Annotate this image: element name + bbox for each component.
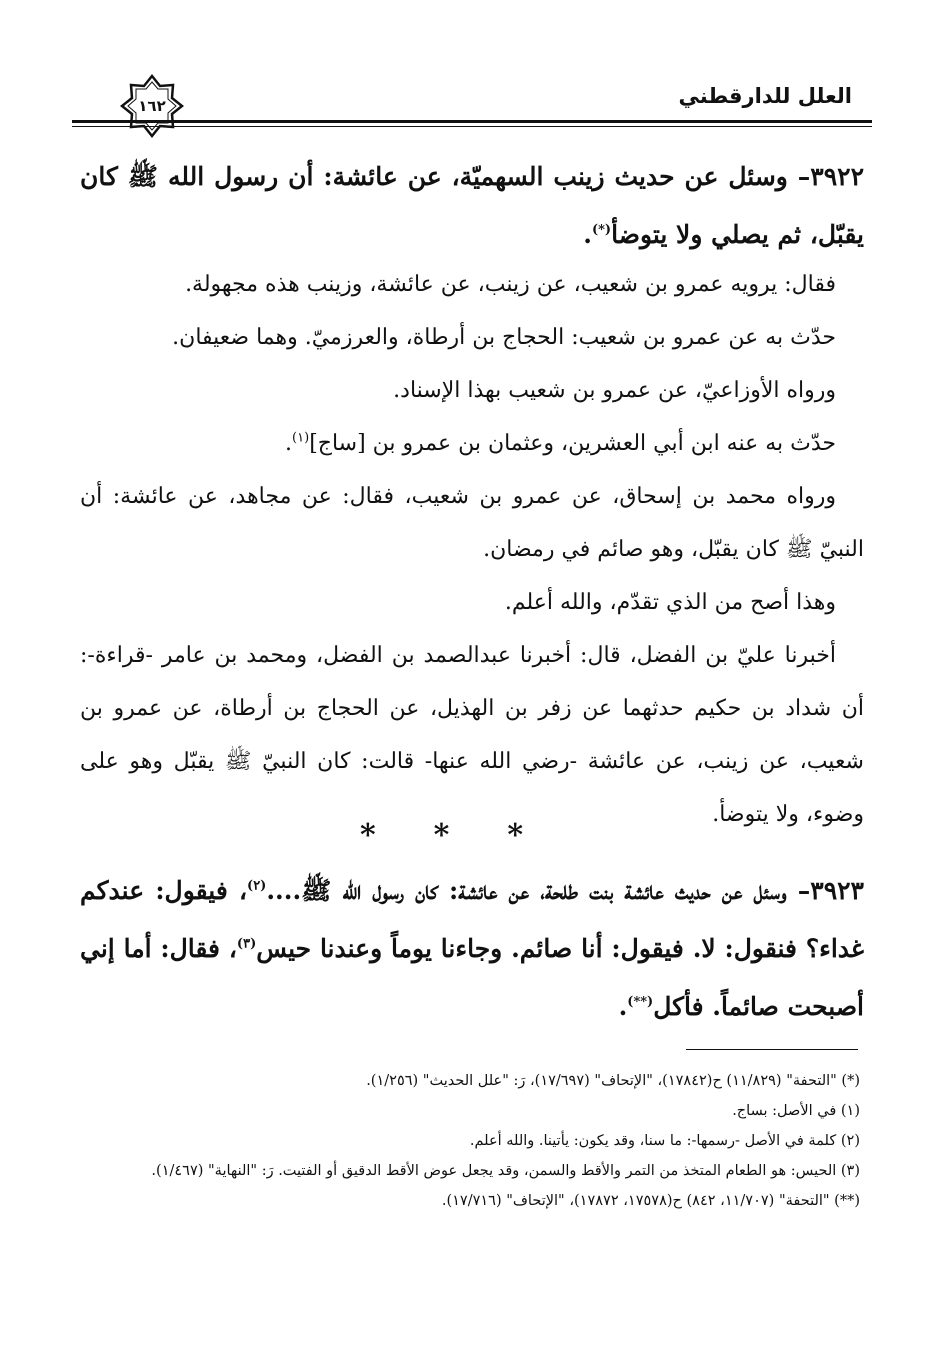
- paragraph: أخبرنا عليّ بن الفضل، قال: أخبرنا عبدالصمد بن الفضل، ومحمد بن عامر -قراءة-: أن شداد بن حكيم حدثهما عن زفر بن الهذيل، عن الحجاج بن أرطاة، عن عمرو بن شعيب، عن زينب، عن عائشة -رضي الله عنها- قالت: كان النبيّ ﷺ يقبّل وهو على وضوء، ولا يتوضأ.: [80, 643, 864, 827]
- footnote-marker: (١): [292, 430, 310, 446]
- footnote: (١) في الأصل: بساج.: [732, 1103, 860, 1119]
- footnote: (٢) كلمة في الأصل -رسمها-: ما سنا، وقد يكون: يأتينا. والله أعلم.: [469, 1133, 860, 1149]
- separator-star: *: [359, 818, 434, 853]
- running-title: العلل للدارقطني: [678, 84, 852, 108]
- entry-number: ٣٩٢٢: [810, 162, 864, 191]
- header-rule-thin: [72, 126, 872, 127]
- entry-3922-body: [80, 258, 864, 841]
- paragraph: وهذا أصح من الذي تقدّم، والله أعلم.: [504, 590, 836, 615]
- entry-question: – وسئل عن حديث زينب السهميّة، عن عائشة: أن رسول الله ﷺ كان يقبّل، ثم يصلي ولا يتوضأ: [80, 162, 864, 249]
- footnote-marker: (٢): [247, 878, 267, 894]
- entry-number: ٣٩٢٣: [810, 876, 864, 905]
- footnote-marker: (**): [627, 994, 654, 1010]
- footnote: (**) "التحفة" (١١/٧٠٧، ٨٤٢) ح(١٧٥٧٨، ١٧٨٧٢)، "الإتحاف" (١٧/٧١٦).: [441, 1193, 860, 1209]
- footnotes: [120, 1066, 860, 1216]
- separator-star: *: [433, 818, 508, 853]
- paragraph: حدّث به عنه ابن أبي العشرين، وعثمان بن عمرو بن [ساج]$^{(١)}$.: [285, 430, 836, 456]
- footnote-marker: (٣): [236, 936, 257, 952]
- section-separator: [0, 818, 941, 853]
- page-number: ١٦٢: [138, 97, 166, 115]
- footnote-separator: [686, 1049, 858, 1050]
- paragraph: حدّث به عن عمرو بن شعيب: الحجاج بن أرطاة، والعرزميّ. وهما ضعيفان.: [172, 325, 836, 350]
- footnote-marker: (*): [591, 222, 612, 238]
- entry-3922-heading: ٣٩٢٢– وسئل عن حديث زينب السهميّة، عن عائشة: أن رسول الله ﷺ كان يقبّل، ثم يصلي ولا يتوضأ(*).: [80, 162, 864, 249]
- entry-3923-heading: ٣٩٢٣– وسئل عن حديث عائشة بنت طلحة، عن عائشة: كان رسول الله ﷺ....$^{(٢)}$، فيقول: عندكم غداء؟ فنقول: لا. فيقول: أنا صائم. وجاءنا يوماً وعندنا حيس$^{(٣)}$، فقال: أما إني أصبحت صائماً. فأكل(**).: [80, 876, 865, 1021]
- footnote: (٣) الحيس: هو الطعام المتخذ من التمر والأقط والسمن، وقد يجعل عوض الأقط الدقيق أو الفتيت. رَ: "النهاية" (١/٤٦٧).: [151, 1163, 860, 1179]
- page-header: [72, 74, 872, 134]
- page-number-badge: [120, 74, 184, 138]
- paragraph: ورواه الأوزاعيّ، عن عمرو بن شعيب بهذا الإسناد.: [393, 378, 836, 403]
- paragraph: فقال: يرويه عمرو بن شعيب، عن زينب، عن عائشة، وزينب هذه مجهولة.: [185, 272, 836, 297]
- separator-star: *: [507, 818, 582, 853]
- header-rule: [72, 120, 872, 123]
- paragraph: ورواه محمد بن إسحاق، عن عمرو بن شعيب، فقال: عن مجاهد، عن عائشة: أن النبيّ ﷺ كان يقبّل، وهو صائم في رمضان.: [80, 484, 864, 562]
- footnote: (*) "التحفة" (١١/٨٢٩) ح(١٧٨٤٢)، "الإتحاف" (١٧/٦٩٧)، رَ: "علل الحديث" (١/٢٥٦).: [366, 1073, 860, 1089]
